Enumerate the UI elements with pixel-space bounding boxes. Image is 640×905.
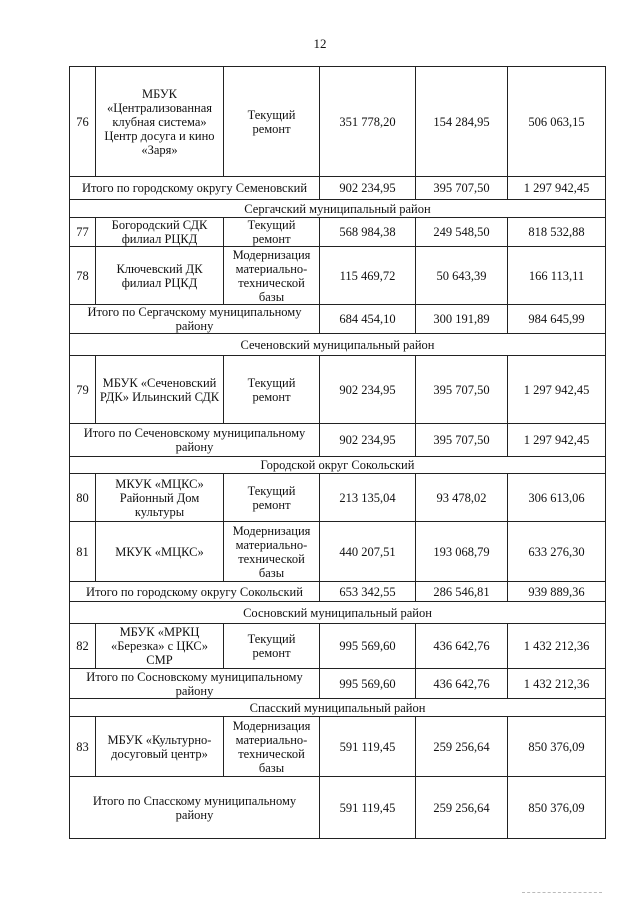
work-type: Текущий ремонт (224, 67, 320, 177)
section-title: Городской округ Сокольский (70, 457, 606, 474)
institution-name: МБУК «Сеченовский РДК» Ильинский СДК (96, 356, 224, 424)
row-number: 81 (70, 522, 96, 582)
amount-1: 351 778,20 (320, 67, 416, 177)
section-header-row (70, 457, 606, 474)
amount-1: 995 569,60 (320, 669, 416, 699)
amount-1: 591 119,45 (320, 777, 416, 839)
amount-1: 115 469,72 (320, 247, 416, 305)
table-row (70, 474, 606, 522)
total-row (70, 777, 606, 839)
table-row (70, 356, 606, 424)
amount-2: 395 707,50 (416, 177, 508, 200)
amount-1: 591 119,45 (320, 717, 416, 777)
total-row (70, 424, 606, 457)
amount-total: 633 276,30 (508, 522, 606, 582)
amount-total: 1 432 212,36 (508, 624, 606, 669)
amount-1: 902 234,95 (320, 424, 416, 457)
row-number: 76 (70, 67, 96, 177)
amount-2: 259 256,64 (416, 777, 508, 839)
section-header-row (70, 699, 606, 717)
amount-total: 1 297 942,45 (508, 177, 606, 200)
table-row (70, 717, 606, 777)
total-label: Итого по городскому округу Семеновский (70, 177, 320, 200)
section-header-row (70, 334, 606, 356)
work-type: Текущий ремонт (224, 356, 320, 424)
institution-name: Богородский СДК филиал РЦКД (96, 218, 224, 247)
row-number: 78 (70, 247, 96, 305)
amount-total: 306 613,06 (508, 474, 606, 522)
amount-2: 395 707,50 (416, 424, 508, 457)
amount-total: 506 063,15 (508, 67, 606, 177)
amount-2: 259 256,64 (416, 717, 508, 777)
row-number: 77 (70, 218, 96, 247)
amount-2: 93 478,02 (416, 474, 508, 522)
amount-1: 902 234,95 (320, 177, 416, 200)
total-label: Итого по Сеченовскому муниципальному району (70, 424, 320, 457)
section-title: Сергачский муниципальный район (70, 200, 606, 218)
amount-2: 50 643,39 (416, 247, 508, 305)
funding-table (69, 66, 606, 839)
institution-name: Ключевский ДК филиал РЦКД (96, 247, 224, 305)
amount-total: 850 376,09 (508, 717, 606, 777)
table-row (70, 247, 606, 305)
amount-total: 1 432 212,36 (508, 669, 606, 699)
amount-2: 193 068,79 (416, 522, 508, 582)
work-type: Текущий ремонт (224, 624, 320, 669)
amount-total: 1 297 942,45 (508, 424, 606, 457)
total-label: Итого по Спасскому муниципальному району (70, 777, 320, 839)
amount-total: 166 113,11 (508, 247, 606, 305)
amount-total: 850 376,09 (508, 777, 606, 839)
amount-2: 300 191,89 (416, 305, 508, 334)
work-type: Модернизация материально-технической базы (224, 522, 320, 582)
amount-total: 939 889,36 (508, 582, 606, 602)
work-type: Модернизация материально-технической базы (224, 247, 320, 305)
total-label: Итого по городскому округу Сокольский (70, 582, 320, 602)
institution-name: МБУК «МРКЦ «Березка» с ЦКС» СМР (96, 624, 224, 669)
total-row (70, 582, 606, 602)
institution-name: МБУК «Культурно-досуговый центр» (96, 717, 224, 777)
institution-name: МКУК «МЦКС» Районный Дом культуры (96, 474, 224, 522)
institution-name: МКУК «МЦКС» (96, 522, 224, 582)
institution-name: МБУК «Централизованная клубная система» Центр досуга и кино «Заря» (96, 67, 224, 177)
amount-2: 395 707,50 (416, 356, 508, 424)
amount-1: 213 135,04 (320, 474, 416, 522)
amount-total: 984 645,99 (508, 305, 606, 334)
amount-total: 1 297 942,45 (508, 356, 606, 424)
page-number: 12 (313, 36, 327, 51)
row-number: 82 (70, 624, 96, 669)
total-label: Итого по Сосновскому муниципальному району (70, 669, 320, 699)
table-row (70, 218, 606, 247)
amount-2: 436 642,76 (416, 624, 508, 669)
amount-1: 653 342,55 (320, 582, 416, 602)
section-title: Сеченовский муниципальный район (70, 334, 606, 356)
section-header-row (70, 200, 606, 218)
work-type: Текущий ремонт (224, 218, 320, 247)
table-row (70, 522, 606, 582)
row-number: 80 (70, 474, 96, 522)
work-type: Текущий ремонт (224, 474, 320, 522)
section-header-row (70, 602, 606, 624)
amount-2: 249 548,50 (416, 218, 508, 247)
amount-1: 684 454,10 (320, 305, 416, 334)
amount-2: 154 284,95 (416, 67, 508, 177)
amount-1: 568 984,38 (320, 218, 416, 247)
table-row (70, 67, 606, 177)
total-row (70, 177, 606, 200)
total-row (70, 669, 606, 699)
table-row (70, 624, 606, 669)
section-title: Сосновский муниципальный район (70, 602, 606, 624)
row-number: 79 (70, 356, 96, 424)
section-title: Спасский муниципальный район (70, 699, 606, 717)
total-label: Итого по Сергачскому муниципальному району (70, 305, 320, 334)
total-row (70, 305, 606, 334)
amount-2: 436 642,76 (416, 669, 508, 699)
amount-1: 902 234,95 (320, 356, 416, 424)
work-type: Модернизация материально-технической базы (224, 717, 320, 777)
amount-1: 440 207,51 (320, 522, 416, 582)
amount-total: 818 532,88 (508, 218, 606, 247)
scan-artifact (522, 892, 602, 895)
amount-1: 995 569,60 (320, 624, 416, 669)
row-number: 83 (70, 717, 96, 777)
amount-2: 286 546,81 (416, 582, 508, 602)
